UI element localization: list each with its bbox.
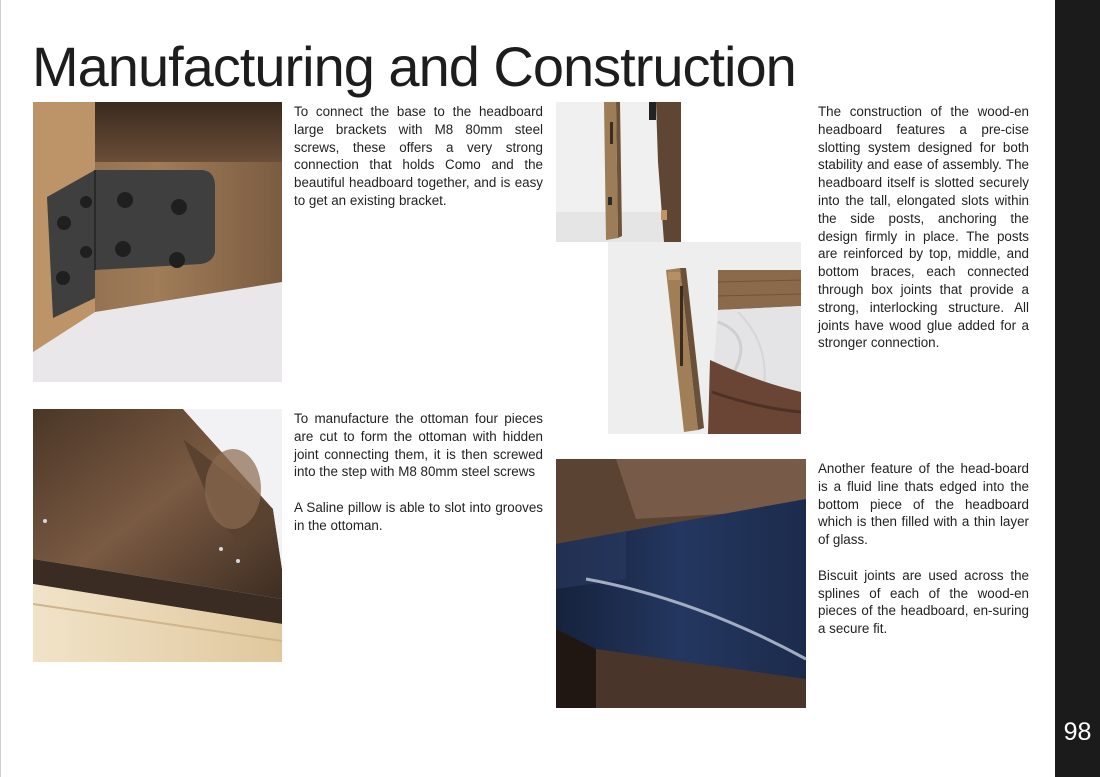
biscuit-paragraph: Biscuit joints are used across the splines of each of the wood-en pieces of the headboard, en-suring a secure fit. [818, 567, 1029, 637]
glass-paragraph: Another feature of the head-board is a fluid line thats edged into the bottom piece of the headboard which is then filled with a thin layer of glass. [818, 461, 1029, 548]
headboard-description [818, 103, 1029, 370]
bracket-photo [33, 102, 282, 382]
ottoman-paragraph-2: A Saline pillow is able to slot into grooves in the ottoman. [294, 499, 543, 533]
bracket-paragraph: To connect the base to the headboard large brackets with M8 80mm steel screws, these offers a very strong connection that holds Como and the beautiful headboard together, and is easy to get an existing bracket. [294, 104, 543, 208]
page-title: Manufacturing and Construction [32, 35, 796, 98]
headboard-glass-photo [556, 459, 806, 708]
headboard-paragraph: The construction of the wood-en headboard features a pre-cise slotting system designed for both stability and ease of assembly. The headboard itself is slotted securely into the tall, elongated slots within the side posts, anchoring the design firmly in place. The posts are reinforced by top, middle, and bottom braces, each connected through box joints that provide a strong, interlocking structure. All joints have wood glue added for a stronger connection. [818, 104, 1029, 351]
ottoman-description [294, 410, 543, 552]
post-joint-photo-main [608, 242, 801, 434]
page-edge-rule [0, 0, 1, 777]
ottoman-paragraph-1: To manufacture the ottoman four pieces are cut to form the ottoman with hidden joint connecting them, it is then screwed into the step with M8 80mm steel screws [294, 411, 543, 480]
page-number: 98 [1063, 718, 1092, 746]
side-band [1055, 0, 1100, 777]
ottoman-photo [33, 409, 282, 662]
post-joint-photo-top [556, 102, 681, 242]
glass-line-description [818, 460, 1029, 656]
bracket-description [294, 103, 543, 228]
